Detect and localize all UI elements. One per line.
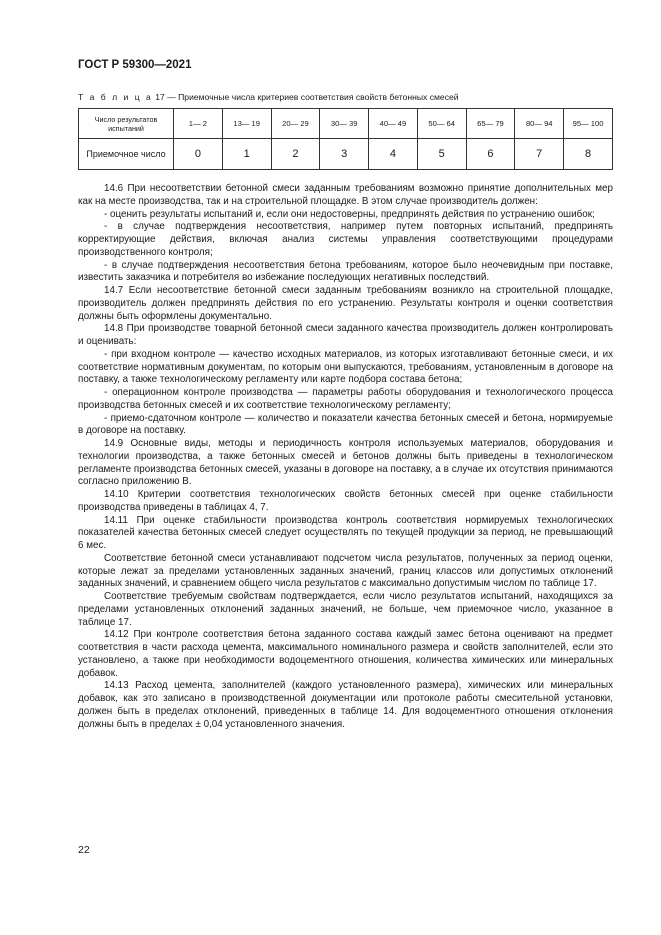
table-cell: 4 bbox=[369, 139, 418, 170]
table-cell: 20— 29 bbox=[271, 109, 320, 139]
list-item: - оценить результаты испытаний и, если они недостоверны, предпринять действия по устранению ошибок; bbox=[104, 208, 595, 220]
list-item: - приемо-сдаточном контроле — количество и показатели качества бетонных смесей и бетона, нормируемые в договоре на поставку. bbox=[78, 412, 613, 437]
paragraph: Соответствие бетонной смеси устанавливают подсчетом числа результатов, полученных за период оценки, которые лежат за пределами установленных заданных значений, границ классов или допустимых отклонений заданных значений, и сравнением общего числа результатов с максимально допустимым числом по таблице 17. bbox=[78, 552, 613, 590]
table-cell: 30— 39 bbox=[320, 109, 369, 139]
document-code: ГОСТ Р 59300—2021 bbox=[78, 59, 192, 71]
table-cell: 50— 64 bbox=[417, 109, 466, 139]
row-label-results-count: Число результатов испытаний bbox=[79, 109, 174, 139]
table-cell: 1 bbox=[222, 139, 271, 170]
paragraph-14-6: 14.6 При несоответствии бетонной смеси заданным требованиям возможно принятие дополнительных мер как на месте производства, так и на строительной площадке. В этом случае производитель должен: bbox=[78, 183, 613, 207]
table-cell: 95— 100 bbox=[564, 109, 613, 139]
row-label-acceptance-number: Приемочное число bbox=[79, 139, 174, 170]
acceptance-numbers-table bbox=[78, 108, 613, 170]
paragraph-14-11: 14.11 При оценке стабильности производства контроль соответствия нормируемых технологических показателей качества бетонных смесей следует осуществлять по текущей продукции за период, не превышающий 6 мес. bbox=[78, 514, 613, 551]
list-item: - в случае подтверждения несоответствия бетона требованиям, которое было неочевидным при поставке, известить заказчика и потребителя во избежание последующих негативных последствий. bbox=[78, 259, 613, 284]
table-cell: 65— 79 bbox=[466, 109, 515, 139]
paragraph-14-12: 14.12 При контроле соответствия бетона заданного состава каждый замес бетона оценивают на предмет соответствия в части расхода цемента, максимального номинального размера и свойств заполнителей, если это установлено, а также при необходимости водоцементного отношения, количества химических или минеральных добавок. bbox=[78, 629, 613, 679]
table-cell: 40— 49 bbox=[369, 109, 418, 139]
table-cell: 7 bbox=[515, 139, 564, 170]
table-cell: 5 bbox=[417, 139, 466, 170]
paragraph-14-10: 14.10 Критерии соответствия технологических свойств бетонных смесей при оценке стабильности производства приведены в таблицах 4, 7. bbox=[78, 489, 613, 513]
list-item: - при входном контроле — качество исходных материалов, из которых изготавливают бетонные смеси, и их соответствие нормативным документам, по которым они выпускаются, требованиям, установленным в договоре на поставку, а также технологическому регламенту или карте подбора состава бетона; bbox=[78, 348, 613, 386]
list-item: - в случае подтверждения несоответствия, например путем повторных испытаний, предпринять корректирующие действия, включая анализ системы управления соответствующими процедурами производственного контроля; bbox=[78, 221, 613, 258]
paragraph: Соответствие требуемым свойствам подтверждается, если число результатов испытаний, находящихся за пределами установленных отклонений заданных значений, не больше, чем приемочное число, указанное в таблице 17. bbox=[78, 591, 613, 628]
table-cell: 13— 19 bbox=[222, 109, 271, 139]
paragraph-14-9: 14.9 Основные виды, методы и периодичность контроля используемых материалов, оборудования и технологии производства, а также бетонных смесей и бетонов должны быть приведены в технологическом регламенте производства бетонных смесей, указаны в договоре на поставку, а в случае их отсутствия принимаются согласно приложению В. bbox=[78, 438, 613, 488]
table-cell: 80— 94 bbox=[515, 109, 564, 139]
table-cell: 1— 2 bbox=[174, 109, 223, 139]
list-item: - операционном контроле производства — параметры работы оборудования и технологического процесса производства бетонных смесей и их соответствие технологическому регламенту; bbox=[78, 387, 613, 411]
table-caption-text: 17 — Приемочные числа критериев соответствия свойств бетонных смесей bbox=[155, 92, 459, 102]
table-row bbox=[79, 139, 613, 170]
table-cell: 8 bbox=[564, 139, 613, 170]
table-cell: 3 bbox=[320, 139, 369, 170]
table-cell: 0 bbox=[174, 139, 223, 170]
paragraph-14-8: 14.8 При производстве товарной бетонной смеси заданного качества производитель должен контролировать и оценивать: bbox=[78, 323, 613, 347]
table-caption-prefix: Т а б л и ц а bbox=[78, 92, 153, 102]
paragraph-14-13: 14.13 Расход цемента, заполнителей (каждого установленного размера), химических или минеральных добавок, как это записано в производственной документации или протоколе работы смесительной установки, должен быть в пределах отклонений, приведенных в таблице 14. Для водоцементного отношения отклонения должны быть в пределах ± 0,04 установленного значения. bbox=[78, 680, 613, 730]
page-number: 22 bbox=[78, 844, 90, 856]
table-cell: 2 bbox=[271, 139, 320, 170]
paragraph-14-7: 14.7 Если несоответствие бетонной смеси заданным требованиям возникло на строительной площадке, производитель должен предпринять действия по его устранению. Результаты контроля и оценки соответствия должны быть оформлены документально. bbox=[78, 285, 613, 322]
document-body bbox=[78, 183, 613, 731]
table-row bbox=[79, 109, 613, 139]
table-caption bbox=[78, 92, 459, 102]
table-cell: 6 bbox=[466, 139, 515, 170]
